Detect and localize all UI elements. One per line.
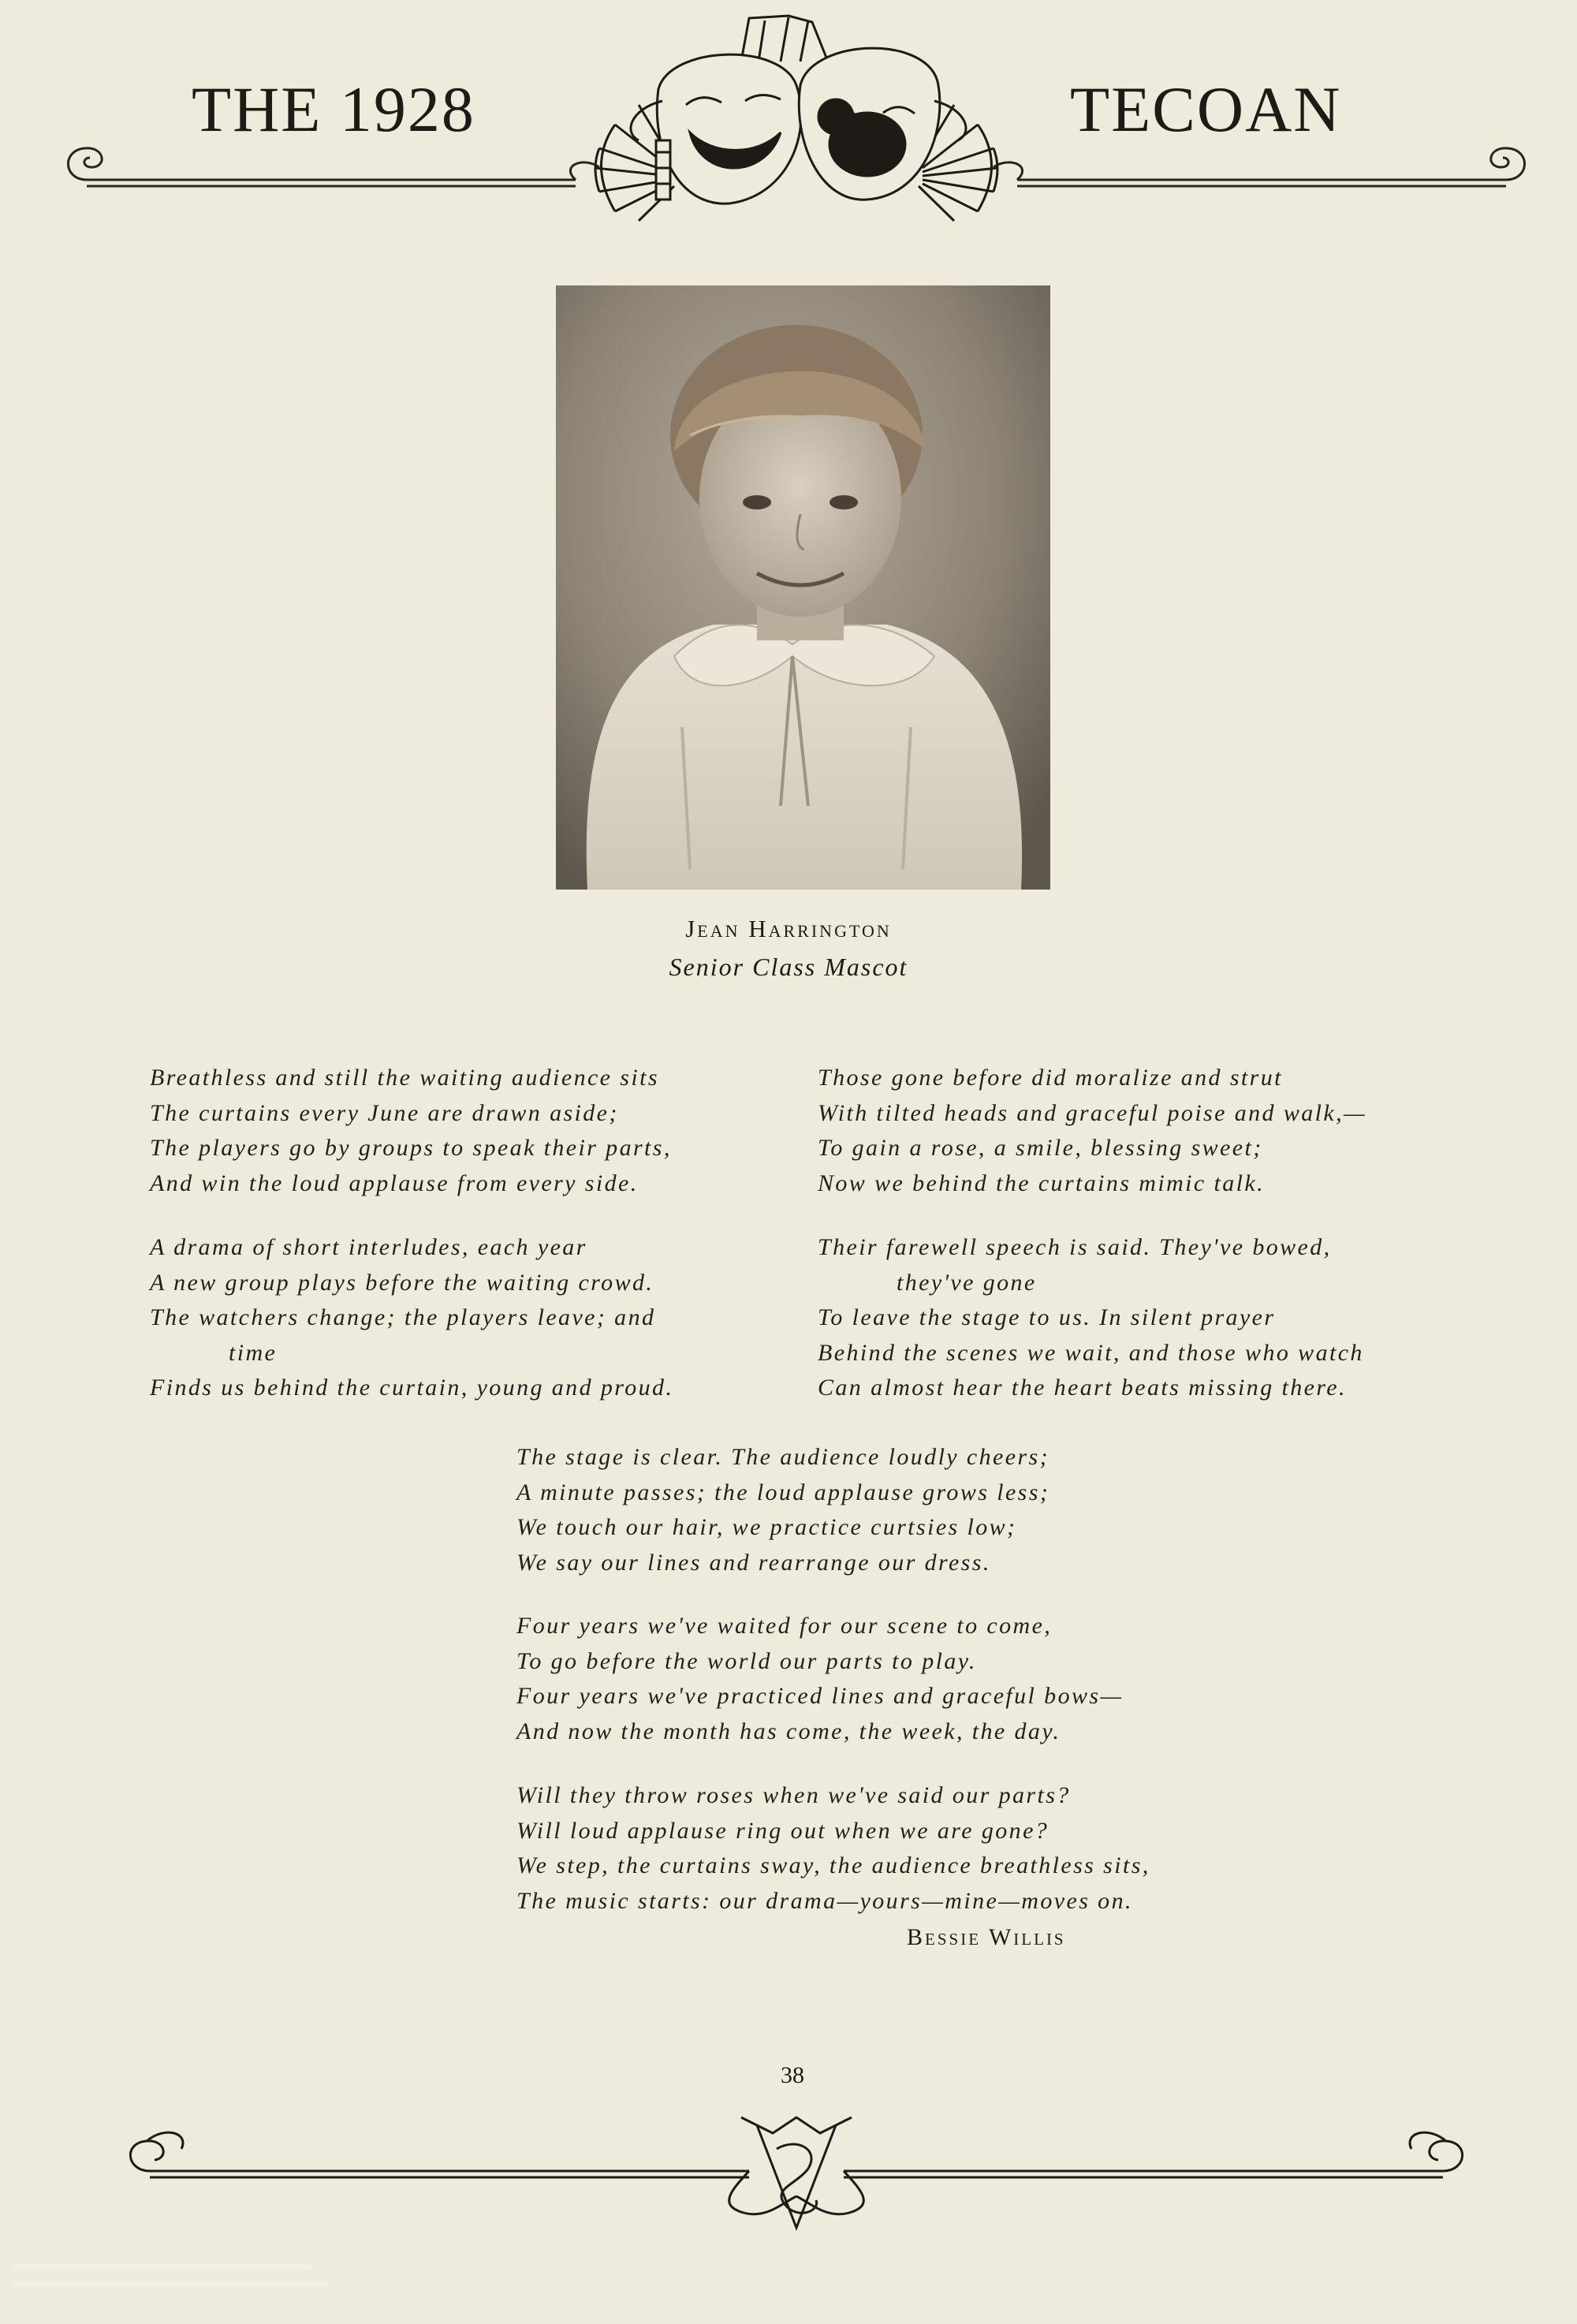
poem-line: We step, the curtains sway, the audience breathless sits, xyxy=(516,1852,1150,1878)
poem-line: Can almost hear the heart beats missing there. xyxy=(818,1375,1347,1401)
stamp-marks xyxy=(5,2257,336,2304)
poem-line-continuation: time xyxy=(229,1339,278,1366)
page-number: 38 xyxy=(781,2062,804,2088)
comedy-tragedy-masks-icon xyxy=(552,14,1041,223)
poem-stanza xyxy=(516,1609,1124,1749)
poem-line: And now the month has come, the week, the day. xyxy=(516,1718,1061,1744)
poem-line: And win the loud applause from every side. xyxy=(150,1169,639,1196)
poem-stanza xyxy=(516,1440,1049,1580)
poem-line: Those gone before did moralize and strut xyxy=(818,1065,1283,1091)
scroll-flourish-icon xyxy=(118,2102,1474,2244)
poem-line: A minute passes; the loud applause grows less; xyxy=(516,1479,1050,1505)
portrait-caption-name: Jean Harrington xyxy=(685,915,892,942)
poem-line: We say our lines and rearrange our dress. xyxy=(516,1549,991,1576)
library-stamp-watermark xyxy=(5,2257,336,2304)
poem-line: To gain a rose, a smile, blessing sweet; xyxy=(818,1135,1263,1161)
poem-line: Will loud applause ring out when we are gone? xyxy=(516,1817,1049,1844)
poem-line: The watchers change; the players leave; and xyxy=(150,1304,656,1330)
poem-stanza xyxy=(150,1061,672,1201)
portrait-caption-role: Senior Class Mascot xyxy=(669,953,908,981)
poem-line: A new group plays before the waiting crowd. xyxy=(150,1269,654,1296)
poem-line: The players go by groups to speak their parts, xyxy=(150,1135,672,1161)
poem-line: To leave the stage to us. In silent prayer xyxy=(818,1304,1276,1330)
poem-line: We touch our hair, we practice curtsies low; xyxy=(516,1514,1017,1540)
poem-line: A drama of short interludes, each year xyxy=(150,1234,587,1260)
poem-stanza xyxy=(150,1230,673,1406)
poem-stanza xyxy=(818,1230,1364,1406)
poem-line: The stage is clear. The audience loudly cheers; xyxy=(516,1444,1050,1470)
poem-line: Four years we've practiced lines and graceful bows— xyxy=(516,1683,1124,1709)
mascot-portrait-photo xyxy=(556,285,1050,890)
poem-line: Behind the scenes we wait, and those who watch xyxy=(818,1339,1364,1366)
child-portrait-image xyxy=(556,285,1050,890)
header-title-right: TECOAN xyxy=(1070,73,1342,145)
poem-line: Their farewell speech is said. They've bowed, xyxy=(818,1234,1332,1260)
poem-line: The music starts: our drama—yours—mine—moves on. xyxy=(516,1887,1133,1914)
poem-author: Bessie Willis xyxy=(907,1924,1066,1950)
poem-line: The curtains every June are drawn aside; xyxy=(150,1099,619,1126)
poem-line: Four years we've waited for our scene to come, xyxy=(516,1613,1053,1639)
poem-line: To go before the world our parts to play. xyxy=(516,1647,977,1674)
poem-line-continuation: they've gone xyxy=(897,1269,1037,1296)
poem-line: Breathless and still the waiting audience sits xyxy=(150,1065,659,1091)
poem-line: Finds us behind the curtain, young and proud. xyxy=(150,1375,674,1401)
poem-line: Now we behind the curtains mimic talk. xyxy=(818,1169,1265,1196)
poem-line: Will they throw roses when we've said our parts? xyxy=(516,1782,1071,1808)
poem-stanza xyxy=(516,1778,1150,1919)
poem-line: With tilted heads and graceful poise and walk,— xyxy=(818,1099,1367,1126)
header-title-left: THE 1928 xyxy=(192,73,475,145)
poem-stanza xyxy=(818,1061,1366,1201)
